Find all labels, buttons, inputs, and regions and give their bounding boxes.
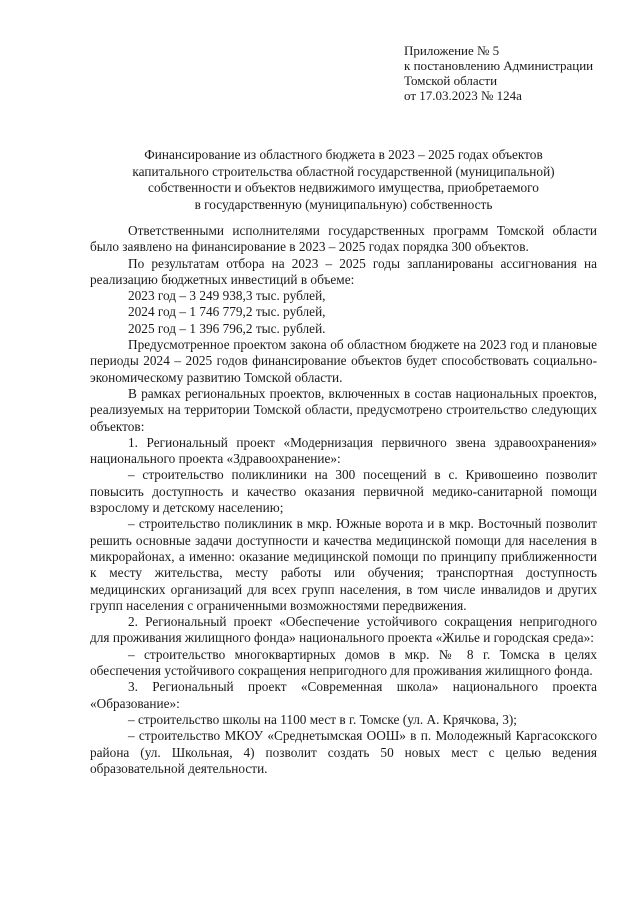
- funding-2025: 2025 год – 1 396 796,2 тыс. рублей.: [128, 320, 326, 336]
- title-line-3: собственности и объектов недвижимого имущества, приобретаемого: [148, 180, 539, 196]
- paragraph-objects-count: Ответственными исполнителями государственных программ Томской области было заявлено на финансирование в 2023 – 2025 годах порядка 300 объектов.: [90, 223, 597, 255]
- appendix-line-3: Томской области: [404, 73, 498, 88]
- appendix-line-1: Приложение № 5: [404, 43, 500, 58]
- paragraph-development: Предусмотренное проектом закона об областном бюджете на 2023 год и плановые периоды 2024 – 2025 годов финансирование объектов будет способствовать социально-экономическому развитию Томской области.: [90, 337, 597, 385]
- project-3-heading: 3. Региональный проект «Современная школа» национального проекта «Образование»:: [90, 679, 597, 711]
- project-2-item-1: – строительство многоквартирных домов в мкр. № 8 г. Томска в целях обеспечения устойчивого сокращения непригодного для проживания жилищного фонда.: [90, 646, 597, 679]
- appendix-header: [404, 43, 593, 103]
- document-body: [90, 223, 597, 777]
- project-1-heading: 1. Региональный проект «Модернизация первичного звена здравоохранения» национального проекта «Здравоохранение»:: [90, 434, 597, 467]
- title-line-1: Финансирование из областного бюджета в 2023 – 2025 годах объектов: [144, 147, 543, 162]
- title-line-4: в государственную (муниципальную) собственность: [194, 196, 493, 212]
- project-1-item-2: – строительство поликлиник в мкр. Южные ворота и в мкр. Восточный позволит решить основные задачи доступности и качества медицинской помощи для населения в микрорайонах, а именно: оказание медицинской помощи по принципу приближенности к месту жительства, месту работы или обучения; транспортная доступность медицинских организаций для всех групп населения, в том числе инвалидов и других групп населения с ограниченными возможностями передвижения.: [90, 516, 597, 613]
- paragraph-selection-results: По результатам отбора на 2023 – 2025 годы запланированы ассигнования на реализацию бюджетных инвестиций в объеме:: [90, 255, 597, 287]
- funding-2024: 2024 год – 1 746 779,2 тыс. рублей,: [128, 304, 326, 320]
- project-3-item-1: – строительство школы на 1100 мест в г. Томске (ул. А. Крячкова, 3);: [128, 711, 517, 727]
- appendix-line-2: к постановлению Администрации: [404, 58, 594, 73]
- project-3-item-2: – строительство МКОУ «Среднетымская ООШ» в п. Молодежный Каргасокского района (ул. Школьная, 4) позволит создать 50 новых мест с целью ведения образовательной деятельности.: [90, 728, 597, 776]
- project-2-heading: 2. Региональный проект «Обеспечение устойчивого сокращения непригодного для проживания жилищного фонда» национального проекта «Жилье и городская среда»:: [90, 614, 597, 646]
- project-1-item-1: – строительство поликлиники на 300 посещений в с. Кривошеино позволит повысить доступность и качество оказания первичной медико-санитарной помощи взрослому и детскому населению;: [90, 467, 597, 516]
- document-title: [90, 147, 597, 213]
- appendix-line-4: от 17.03.2023 № 124а: [404, 88, 522, 103]
- paragraph-regional-projects: В рамках региональных проектов, включенных в состав национальных проектов, реализуемых на территории Томской области, предусмотрено строительство следующих объектов:: [90, 385, 597, 434]
- funding-2023: 2023 год – 3 249 938,3 тыс. рублей,: [128, 288, 326, 304]
- title-line-2: капитального строительства областной государственной (муниципальной): [132, 163, 555, 179]
